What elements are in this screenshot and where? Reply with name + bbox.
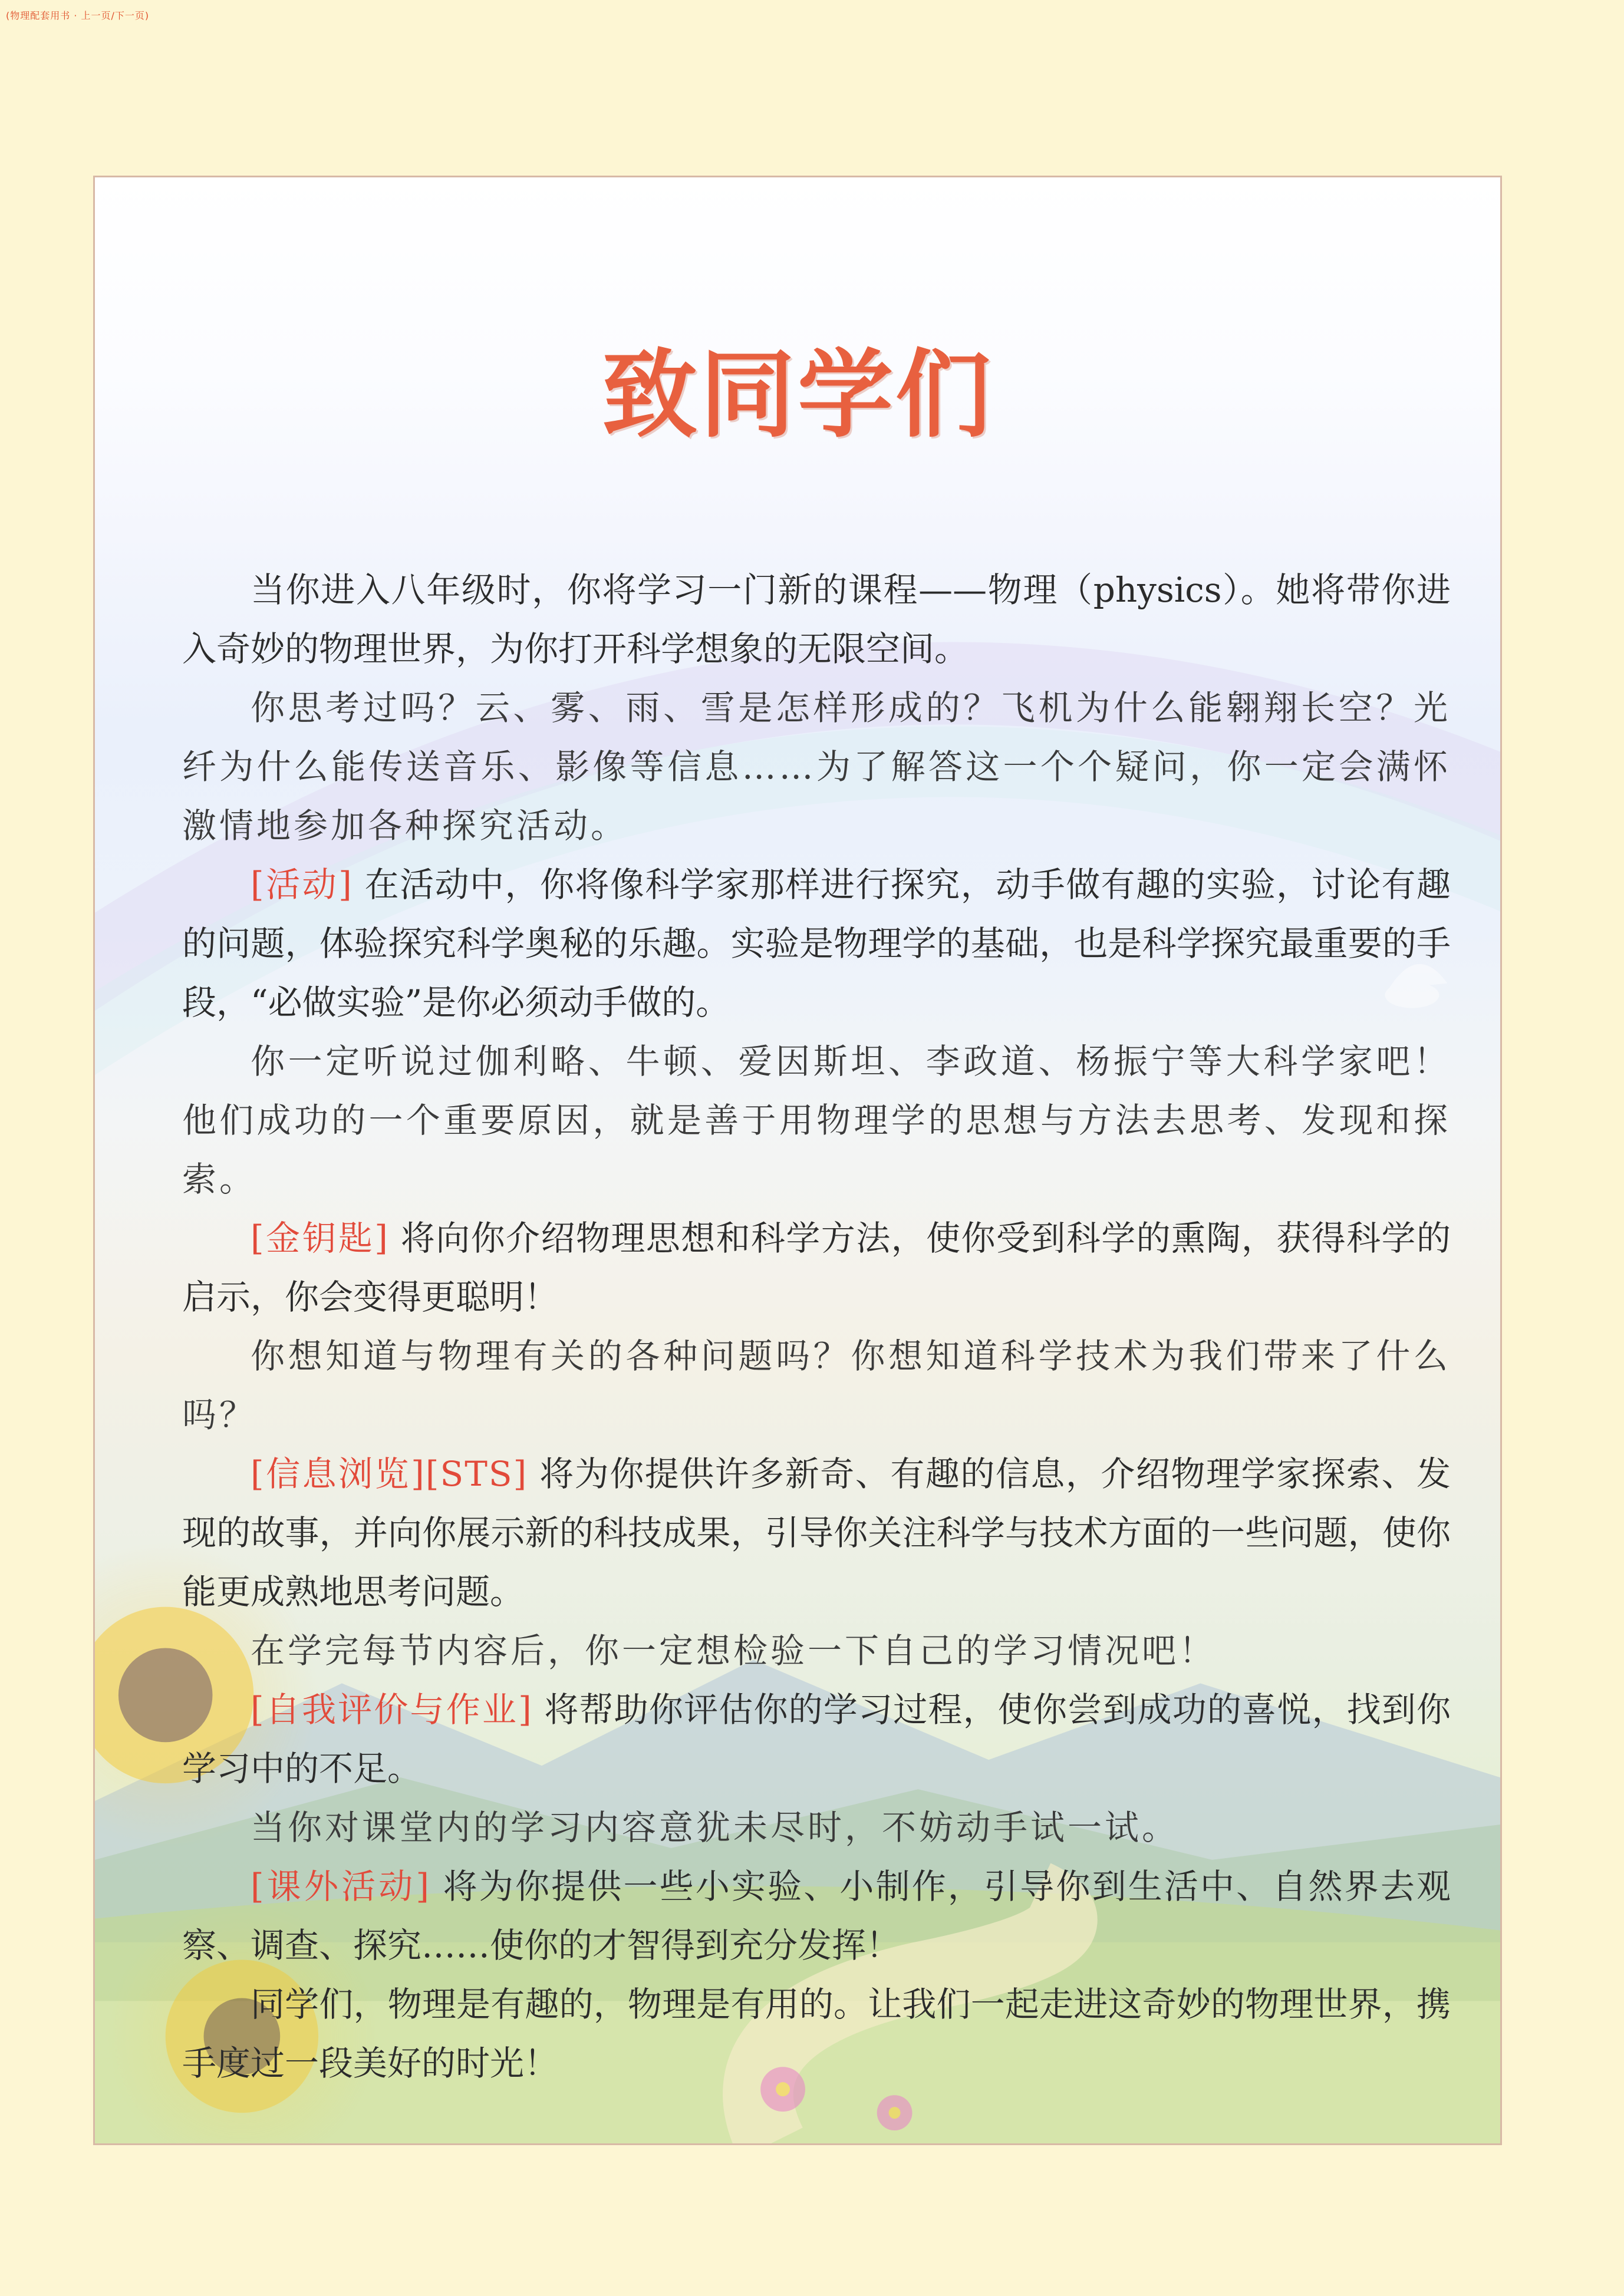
paragraph: 你想知道与物理有关的各种问题吗？你想知道科学技术为我们带来了什么吗？ — [182, 1336, 1451, 1435]
paragraph: 在学完每节内容后，你一定想检验一下自己的学习情况吧！ — [251, 1631, 1217, 1671]
paragraph — [182, 855, 1451, 1032]
paragraph-text: 在活动中，你将像科学家那样进行探究，动手做有趣的实验，讨论有趣的问题，体验探究科学奥秘的乐趣。实验是物理学的基础，也是科学探究最重要的手段，“必做实验”是你必须动手做的。 — [182, 865, 1451, 1022]
paragraph — [182, 1444, 1451, 1621]
section-tag-sts: [STS] — [425, 1454, 528, 1494]
section-tag-golden-key: [金钥匙] — [251, 1218, 389, 1258]
paragraph — [182, 1209, 1451, 1327]
paragraph — [182, 1857, 1451, 1975]
section-tag-self-assessment: [自我评价与作业] — [251, 1690, 533, 1730]
corner-mark: (物理配套用书 · 上一页/下一页) — [6, 10, 150, 21]
paragraph-text: 将为你提供许多新奇、有趣的信息，介绍物理学家探索、发现的故事，并向你展示新的科技成果，引导你关注科学与技术方面的一些问题，使你能更成熟地思考问题。 — [182, 1454, 1451, 1612]
paragraph — [182, 1680, 1451, 1798]
paragraph: 你思考过吗？云、雾、雨、雪是怎样形成的？飞机为什么能翱翔长空？光纤为什么能传送音乐、影像等信息……为了解答这一个个疑问，你一定会满怀激情地参加各种探究活动。 — [182, 688, 1451, 846]
paragraph-text: 将向你介绍物理思想和科学方法，使你受到科学的熏陶，获得科学的启示，你会变得更聪明！ — [182, 1218, 1451, 1317]
paragraph: 同学们，物理是有趣的，物理是有用的。让我们一起走进这奇妙的物理世界，携手度过一段美好的时光！ — [182, 1984, 1451, 2083]
paragraph: 你一定听说过伽利略、牛顿、爱因斯坦、李政道、杨振宁等大科学家吧！他们成功的一个重要原因，就是善于用物理学的思想与方法去思考、发现和探索。 — [182, 1041, 1451, 1199]
page-frame — [93, 176, 1502, 2145]
page-title: 致同学们 — [602, 340, 993, 451]
section-tag-activity: [活动] — [251, 865, 353, 905]
letter-body — [182, 560, 1451, 2093]
section-tag-info-browse: [信息浏览] — [251, 1454, 426, 1494]
paragraph-text: 将为你提供一些小实验、小制作，引导你到生活中、自然界去观察、调查、探究……使你的才智得到充分发挥！ — [182, 1866, 1451, 1965]
paragraph: 当你进入八年级时，你将学习一门新的课程——物理（physics）。她将带你进入奇妙的物理世界，为你打开科学想象的无限空间。 — [182, 570, 1451, 669]
section-tag-extracurricular: [课外活动] — [251, 1866, 431, 1906]
paragraph: 当你对课堂内的学习内容意犹未尽时，不妨动手试一试。 — [251, 1807, 1180, 1848]
paragraph-text: 将帮助你评估你的学习过程，使你尝到成功的喜悦，找到你学习中的不足。 — [182, 1690, 1451, 1789]
